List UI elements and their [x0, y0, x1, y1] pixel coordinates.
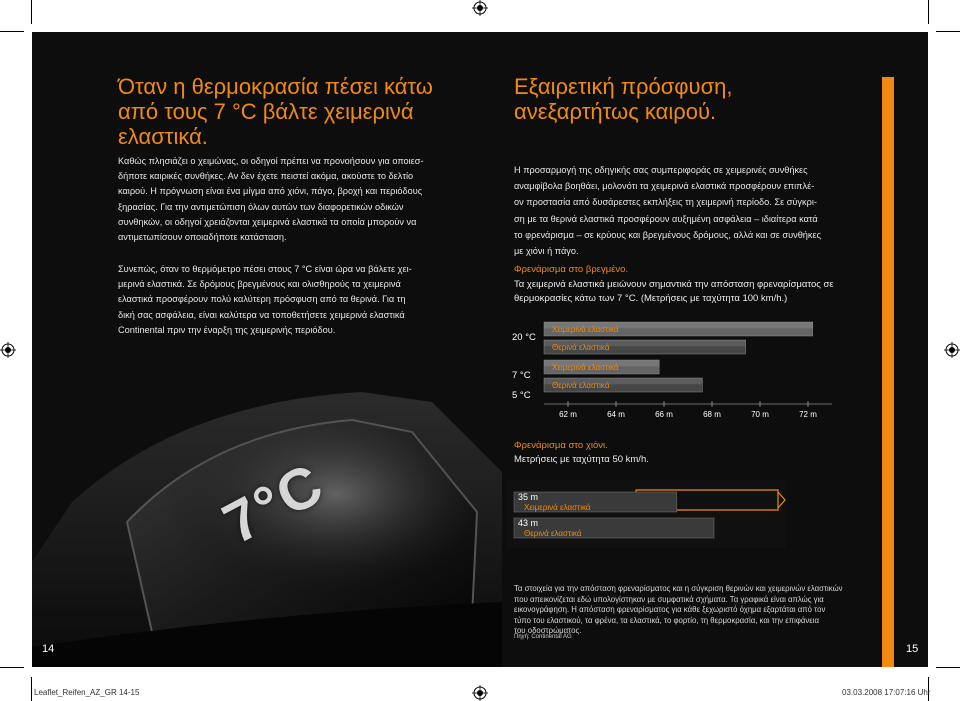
- wet-braking-text: [514, 278, 854, 306]
- disclaimer-footnote: [514, 584, 844, 637]
- photo-temperature-text: 7°C: [212, 450, 335, 557]
- left-headline-line: Όταν η θερμοκρασία πέσει κάτω: [118, 74, 433, 99]
- bar-label: Θερινά ελαστικά: [552, 343, 610, 352]
- left-headline: [118, 74, 478, 149]
- text-line: τύπο του ελαστικού, τα φρένα, τα ελαστικά, το φορτίο, τη θερμοκρασία, και την επιφάνεια: [514, 615, 820, 625]
- text-line: ελαστικά προσφέρουν πολύ καλύτερη πρόσφυση από τα θερινά. Για τη: [118, 294, 406, 305]
- tick-label: 62 m: [559, 410, 577, 419]
- temperature-label: 7 °C: [512, 370, 531, 381]
- left-headline-line: από τους 7 °C βάλτε χειμερινά: [118, 99, 414, 124]
- snow-braking-title: Φρενάρισμα στο χιόνι.: [514, 440, 608, 451]
- tick-label: 66 m: [655, 410, 673, 419]
- snow-braking-diagram-svg: [506, 480, 786, 548]
- slug-timestamp: 03.03.2008 17:07:16 Uhr: [842, 688, 931, 697]
- text-line: Τα χειμερινά ελαστικά μειώνουν σημαντικά την απόσταση φρεναρίσματος σε: [514, 279, 834, 290]
- text-line: ον προστασία από δυσάρεστες εκπλήξεις τη χειμερινή περίοδο. Σε σύγκρι-: [514, 197, 817, 208]
- snow-braking-text: Μετρήσεις με ταχύτητα 50 km/h.: [514, 454, 649, 465]
- temperature-label: 20 °C: [512, 332, 536, 343]
- text-line: καιρού. Η πρόγνωση είναι ένα μίγμα από χιόνι, πάγο, βροχή και περιόδους: [118, 186, 423, 197]
- snow-braking-diagram: [506, 480, 786, 548]
- text-line: ξηρασίας. Για την αντιμετώπιση όλων αυτών των διαφορετικών οδικών: [118, 201, 404, 212]
- distance-label: 43 m: [518, 518, 539, 528]
- crop-mark: [31, 0, 32, 24]
- text-line: με χιόνι ή πάγο.: [514, 246, 579, 257]
- tick-label: 70 m: [751, 410, 769, 419]
- text-line: Continental πριν την έναρξη της χειμερινής περιόδου.: [118, 324, 336, 335]
- registration-mark-icon: [944, 342, 960, 358]
- text-line: εικονογράφηση. Η απόσταση φρεναρίσματος για κάθε ξεχωριστό όχημα εξαρτάται από τον: [514, 605, 826, 614]
- text-line: ση με τα θερινά ελαστικά προσφέρουν αυξημένη ασφάλεια – ιδιαίτερα κατά: [514, 213, 818, 224]
- registration-mark-icon: [0, 342, 16, 358]
- wet-braking-chart: [512, 320, 842, 430]
- right-paragraph-1: [514, 162, 846, 259]
- page-number-left: 14: [42, 643, 55, 655]
- text-line: Καθώς πλησιάζει ο χειμώνας, οι οδηγοί πρέπει να προνοήσουν για οποιεσ-: [118, 156, 424, 166]
- registration-mark-icon: [472, 0, 488, 16]
- text-line: Η προσαρμογή της οδηγικής σας συμπεριφοράς σε χειμερινές συνθήκες: [514, 165, 808, 175]
- distance-label: 35 m: [518, 492, 539, 502]
- text-line: μερινά ελαστικά. Σε δρόμους βρεγμένους και ολισθηρούς τα χειμερινά: [118, 279, 401, 290]
- text-line: θερμοκρασίες κάτω των 7 °C. (Μετρήσεις με ταχύτητα 100 km/h.): [514, 293, 788, 304]
- bar-label: Χειμερινά ελαστικά: [552, 325, 619, 334]
- source-credit: Πηγή: Continental AG: [514, 634, 572, 640]
- slug-filename: Leaflet_Reifen_AZ_GR 14-15: [34, 688, 140, 697]
- left-paragraph-1: [118, 154, 478, 245]
- wet-braking-title: Φρενάρισμα στο βρεγμένο.: [514, 264, 629, 275]
- right-headline: [514, 74, 854, 124]
- text-line: δήποτε καιρικές συνθήκες. Αν δεν έχετε πειστεί ακόμα, ακούστε το δελτίο: [118, 171, 414, 182]
- left-headline-line: ελαστικά.: [118, 124, 208, 149]
- crop-mark: [936, 31, 960, 32]
- text-line: δική σας ασφάλεια, είναι καλύτερα να τοποθετήσετε χειμερινά ελαστικά: [118, 309, 405, 320]
- tyre-label: Χειμερινά ελαστικά: [524, 503, 591, 512]
- temperature-label: 5 °C: [512, 390, 531, 401]
- left-paragraph-2: [118, 262, 478, 338]
- text-line: αναμφίβολα βοηθάει, μολονότι τα χειμερινά ελαστικά προσφέρουν επιπλέ-: [514, 181, 815, 192]
- orange-accent-bar: [882, 77, 894, 667]
- crop-mark: [0, 31, 24, 32]
- crop-mark: [936, 667, 960, 668]
- crop-mark: [31, 677, 32, 701]
- bar-label: Χειμερινά ελαστικά: [552, 363, 619, 372]
- text-line: που απεικονίζεται εδώ υπολογίστηκαν με συμφατικά σχήματα. Τα γραφικά είναι απλώς για: [514, 594, 824, 604]
- right-headline-line: ανεξαρτήτως καιρού.: [514, 99, 717, 124]
- page-number-right: 15: [906, 643, 919, 655]
- tyre-label: Θερινά ελαστικά: [524, 529, 582, 538]
- right-headline-line: Εξαιρετική πρόσφυση,: [514, 74, 733, 99]
- text-line: Συνεπώς, όταν το θερμόμετρο πέσει στους 7 °C είναι ώρα να βάλετε χει-: [118, 264, 412, 274]
- tick-label: 68 m: [703, 410, 721, 419]
- registration-mark-icon: [472, 685, 488, 701]
- tick-label: 72 m: [799, 410, 817, 419]
- text-line: Τα στοιχεία για την απόσταση φρεναρίσματος και η σύγκριση θερινών και χειμερινών ελαστικών: [514, 584, 843, 593]
- text-line: αντιμετωπίσουν οποιαδήποτε κατάσταση.: [118, 232, 287, 243]
- bar-label: Θερινά ελαστικά: [552, 381, 610, 390]
- text-line: του οδοστρώματος.: [514, 626, 582, 635]
- text-line: το φρενάρισμα – σε κρύους και βρεγμένους δρόμους, αλλά και σε συνθήκες: [514, 229, 822, 240]
- crop-mark: [0, 667, 24, 668]
- tick-label: 64 m: [607, 410, 625, 419]
- crop-mark: [928, 0, 929, 24]
- text-line: συνθηκών, οι οδηγοί χρειάζονται χειμερινά ελαστικά τα οποία μπορούν να: [118, 216, 417, 227]
- wet-braking-chart-svg: [512, 320, 842, 430]
